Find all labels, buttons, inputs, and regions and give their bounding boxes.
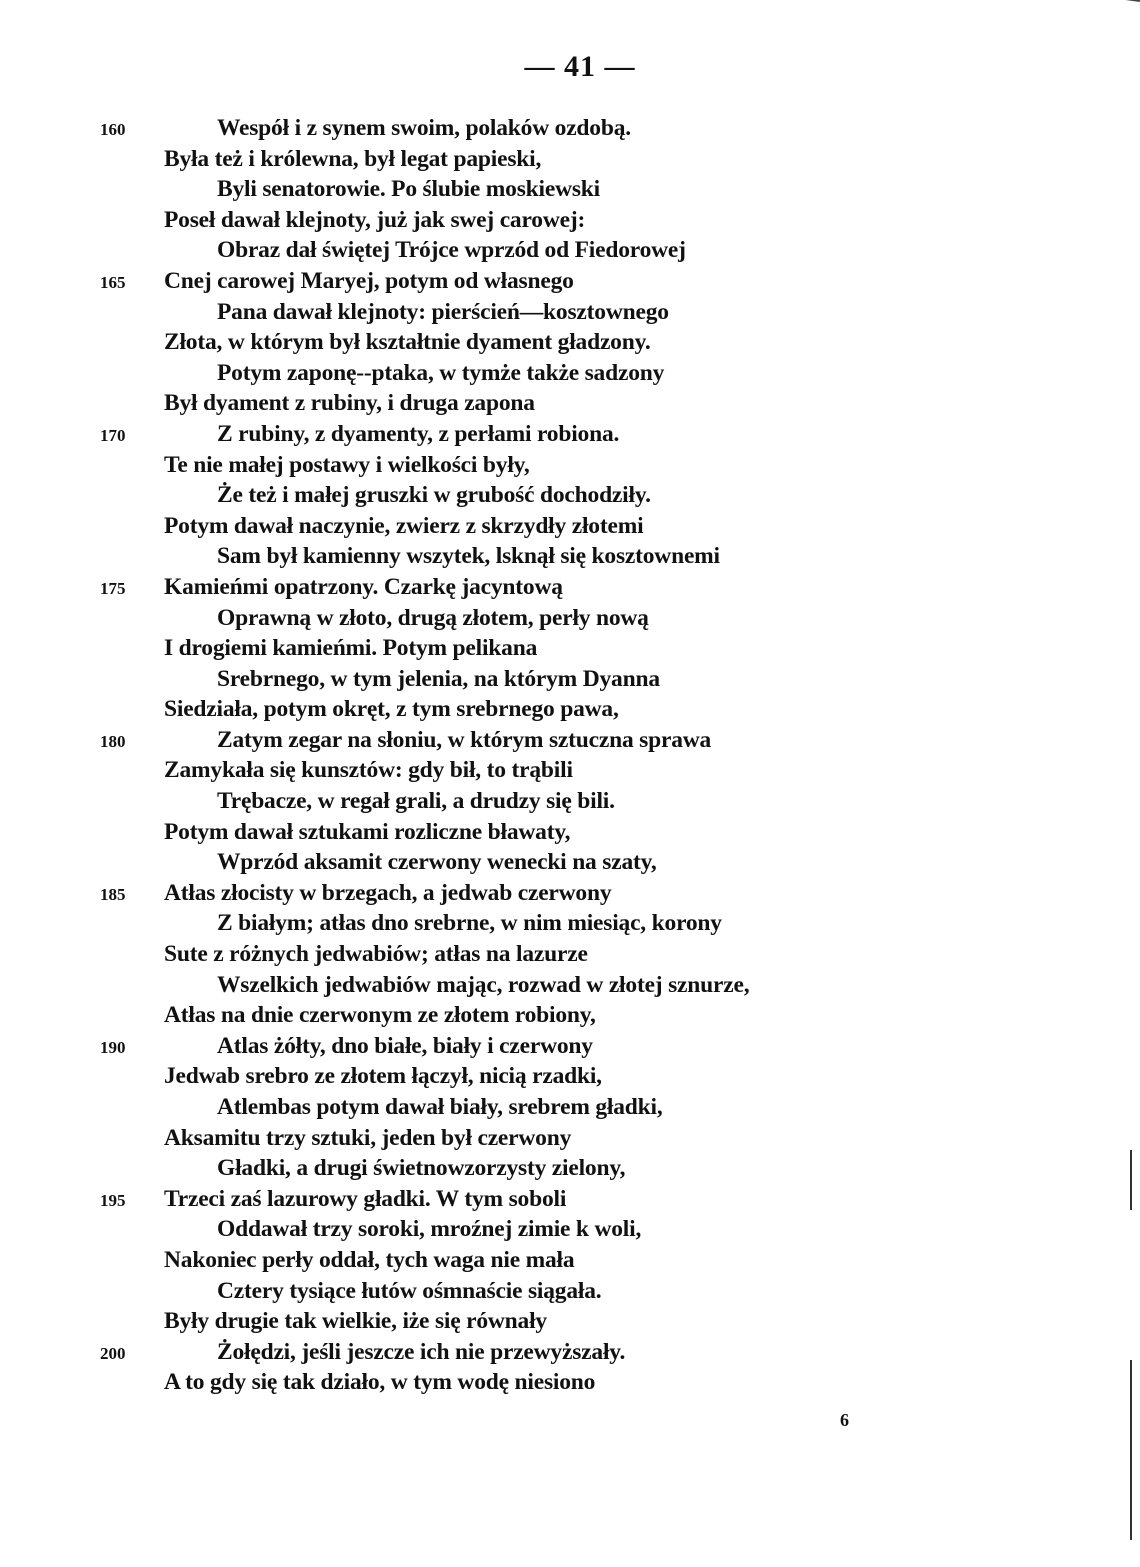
line-text: Sam był kamienny wszytek, lsknął się kosztownemi bbox=[217, 543, 720, 570]
poem-line bbox=[0, 847, 1140, 878]
poem-line bbox=[0, 1061, 1140, 1092]
poem-line bbox=[0, 1123, 1140, 1154]
line-number: 165 bbox=[100, 272, 126, 292]
line-text: Potym dawał sztukami rozliczne bławaty, bbox=[164, 818, 571, 845]
poem-line bbox=[0, 1367, 1140, 1398]
line-text: Zatym zegar na słoniu, w którym sztuczna sprawa bbox=[217, 726, 712, 753]
line-text: Złota, w którym był kształtnie dyament gładzony. bbox=[164, 329, 651, 356]
line-text: Atłas na dnie czerwonym ze złotem robiony, bbox=[164, 1002, 596, 1029]
poem-line bbox=[0, 205, 1140, 236]
line-text: Obraz dał świętej Trójce wprzód od Fiedorowej bbox=[217, 237, 686, 264]
poem-line bbox=[0, 725, 1140, 756]
poem-line bbox=[0, 235, 1140, 266]
line-number: 175 bbox=[100, 578, 126, 598]
line-text: Srebrnego, w tym jelenia, na którym Dyanna bbox=[217, 665, 660, 692]
line-text: Byli senatorowie. Po ślubie moskiewski bbox=[217, 176, 601, 203]
poem-line bbox=[0, 1276, 1140, 1307]
poem-line bbox=[0, 113, 1140, 144]
line-text: Cnej carowej Maryej, potym od własnego bbox=[164, 267, 574, 294]
line-text: Zamykała się kunsztów: gdy bił, to trąbili bbox=[164, 757, 573, 784]
poem-line bbox=[0, 817, 1140, 848]
line-text: Atlas żółty, dno białe, biały i czerwony bbox=[217, 1032, 593, 1059]
page-top-rule bbox=[1051, 0, 1140, 2]
poem-line bbox=[0, 1153, 1140, 1184]
line-text: Wprzód aksamit czerwony wenecki na szaty, bbox=[217, 849, 657, 876]
line-text: Cztery tysiące łutów ośmnaście siągała. bbox=[217, 1277, 602, 1304]
line-number: 195 bbox=[100, 1190, 126, 1210]
poem-line bbox=[0, 1214, 1140, 1245]
line-text: Nakoniec perły oddał, tych waga nie mała bbox=[164, 1246, 575, 1273]
poem-line bbox=[0, 970, 1140, 1001]
poem-line bbox=[0, 1031, 1140, 1062]
poem-line bbox=[0, 664, 1140, 695]
poem-line bbox=[0, 878, 1140, 909]
line-number: 170 bbox=[100, 425, 126, 445]
poem-line bbox=[0, 1000, 1140, 1031]
line-text: Atlembas potym dawał biały, srebrem gładki, bbox=[217, 1094, 663, 1120]
poem-line bbox=[0, 694, 1140, 725]
poem-line bbox=[0, 174, 1140, 205]
poem-line bbox=[0, 297, 1140, 328]
poem-line bbox=[0, 388, 1140, 419]
poem-text bbox=[0, 113, 1140, 1398]
poem-line bbox=[0, 1245, 1140, 1276]
line-text: Te nie małej postawy i wielkości były, bbox=[164, 451, 530, 478]
line-text: Siedziała, potym okręt, z tym srebrnego pawa, bbox=[164, 696, 619, 723]
line-text: Były drugie tak wielkie, iże się równały bbox=[164, 1308, 547, 1335]
poem-line bbox=[0, 327, 1140, 358]
line-text: Potym zaponę--ptaka, w tymże także sadzony bbox=[217, 359, 665, 386]
poem-line bbox=[0, 419, 1140, 450]
line-text: Był dyament z rubiny, i druga zapona bbox=[164, 390, 535, 417]
line-number: 160 bbox=[100, 120, 126, 139]
line-text: Poseł dawał klejnoty, już jak swej carowej: bbox=[164, 206, 586, 233]
poem-line bbox=[0, 755, 1140, 786]
page-edge-mark bbox=[1130, 1360, 1132, 1540]
line-number: 200 bbox=[100, 1343, 126, 1363]
poem-line bbox=[0, 1337, 1140, 1368]
line-text: Potym dawał naczynie, zwierz z skrzydły złotemi bbox=[164, 512, 644, 539]
line-text: Gładki, a drugi świetnowzorzysty zielony, bbox=[217, 1155, 626, 1182]
line-text: Pana dawał klejnoty: pierścień—kosztownego bbox=[217, 298, 669, 325]
line-text: Z rubiny, z dyamenty, z perłami robiona. bbox=[217, 420, 620, 447]
poem-line bbox=[0, 786, 1140, 817]
line-text: Aksamitu trzy sztuki, jeden był czerwony bbox=[164, 1124, 572, 1151]
line-number: 190 bbox=[100, 1037, 126, 1057]
poem-line bbox=[0, 511, 1140, 542]
line-text: A to gdy się tak działo, w tym wodę niesiono bbox=[164, 1369, 596, 1396]
poem-line bbox=[0, 450, 1140, 481]
page-edge-mark bbox=[1130, 1150, 1132, 1210]
line-number: 180 bbox=[100, 731, 126, 751]
line-text: Trzeci zaś lazurowy gładki. W tym soboli bbox=[164, 1185, 567, 1212]
poem-line bbox=[0, 358, 1140, 389]
poem-line bbox=[0, 1184, 1140, 1215]
line-text: I drogiemi kamieńmi. Potym pelikana bbox=[164, 635, 538, 662]
poem-line bbox=[0, 144, 1140, 175]
poem-line bbox=[0, 908, 1140, 939]
line-text: Wespół i z synem swoim, polaków ozdobą. bbox=[217, 115, 631, 141]
poem-line bbox=[0, 939, 1140, 970]
line-text: Z białym; atłas dno srebrne, w nim miesiąc, korony bbox=[217, 910, 722, 937]
poem-line bbox=[0, 1092, 1140, 1123]
line-text: Wszelkich jedwabiów mając, rozwad w złotej sznurze, bbox=[217, 971, 750, 998]
poem-line bbox=[0, 541, 1140, 572]
line-text: Atłas złocisty w brzegach, a jedwab czerwony bbox=[164, 879, 612, 906]
poem-line bbox=[0, 266, 1140, 297]
poem-line bbox=[0, 1306, 1140, 1337]
poem-line bbox=[0, 480, 1140, 511]
line-text: Sute z różnych jedwabiów; atłas na lazurze bbox=[164, 941, 588, 968]
page-number-header: — 41 — bbox=[524, 50, 636, 83]
line-text: Kamieńmi opatrzony. Czarkę jacyntową bbox=[164, 573, 563, 600]
line-text: Że też i małej gruszki w grubość dochodziły. bbox=[217, 482, 651, 509]
line-text: Jedwab srebro ze złotem łączył, nicią rzadki, bbox=[164, 1063, 602, 1090]
printer-signature-mark: 6 bbox=[840, 1410, 849, 1430]
poem-line bbox=[0, 633, 1140, 664]
line-text: Żołędzi, jeśli jeszcze ich nie przewyższały. bbox=[217, 1338, 626, 1365]
poem-line bbox=[0, 572, 1140, 603]
line-number: 185 bbox=[100, 884, 126, 904]
line-text: Trębacze, w regał grali, a drudzy się bili. bbox=[217, 788, 615, 815]
line-text: Oprawną w złoto, drugą złotem, perły nową bbox=[217, 604, 649, 631]
poem-line bbox=[0, 603, 1140, 634]
line-text: Była też i królewna, był legat papieski, bbox=[164, 145, 542, 172]
line-text: Oddawał trzy soroki, mroźnej zimie k woli, bbox=[217, 1216, 642, 1243]
